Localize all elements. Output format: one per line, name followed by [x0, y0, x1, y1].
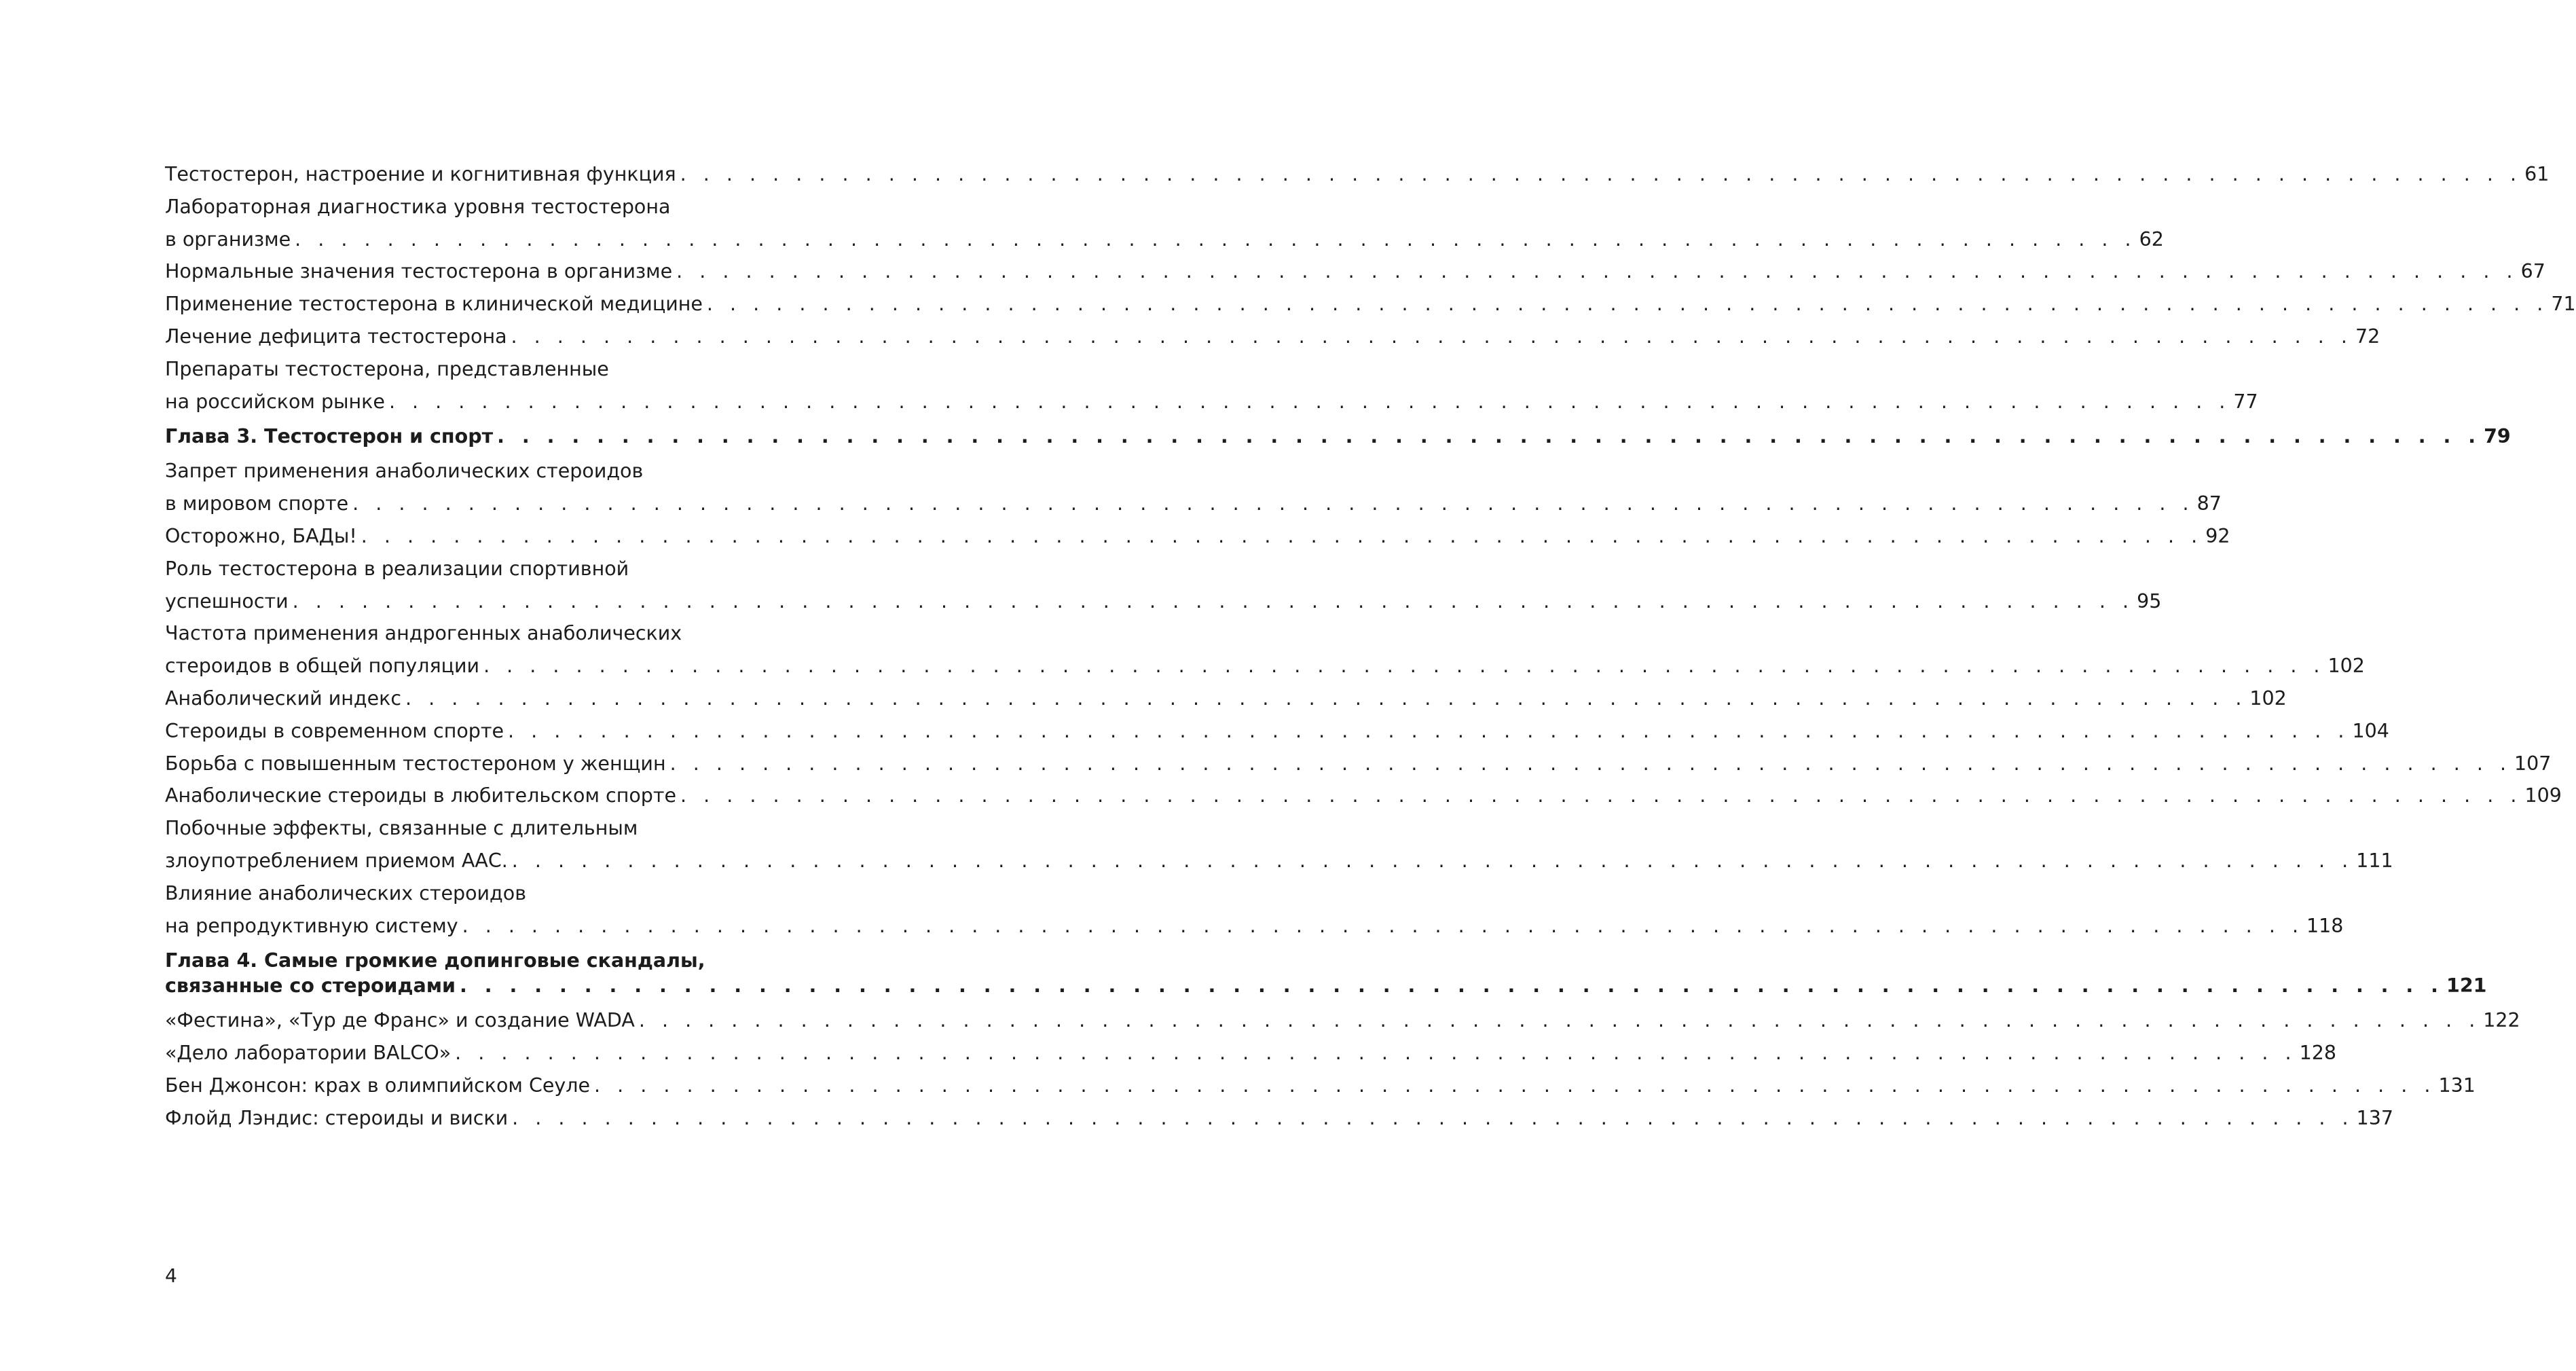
toc-line [165, 845, 2393, 877]
toc-title: «Дело лаборатории BALCO» [165, 1042, 452, 1065]
toc-page-number: 109 [2524, 784, 2562, 807]
toc-entry [165, 1004, 2520, 1037]
dot-leader: . . . . . . . . . . . . . . . . . . . . . . . . . . . . . . . . . . . . . . . . . . . . . . . . . . . . . . . . . . . . . . . . . . . . . . . . . . . . . . . . [511, 325, 2353, 348]
toc-entry [165, 255, 2545, 288]
toc-line [165, 877, 756, 910]
toc-entry [165, 748, 2552, 780]
dot-leader: . . . . . . . . . . . . . . . . . . . . . . . . . . . . . . . . . . . . . . . . . . . . . . . . . . . . . . . . . . . . . . . . . . . . . . . . . . . . . . . . [638, 1009, 2481, 1032]
toc-title: на российском рынке [165, 390, 385, 413]
toc-entry [165, 520, 2230, 553]
toc-title: Частота применения андрогенных анаболических [165, 622, 682, 645]
toc-title: на репродуктивную систему [165, 914, 458, 937]
toc-title: Лабораторная диагностика уровня тестостерона [165, 195, 671, 218]
toc-line [165, 1102, 2394, 1135]
dot-leader: . . . . . . . . . . . . . . . . . . . . . . . . . . . . . . . . . . . . . . . . . . . . . . . . . . . . . . . . . . . . . . . . . . . . . . . . . . . . . . . . [511, 849, 2354, 872]
toc-line [165, 973, 2487, 998]
toc-page-number: 102 [2249, 687, 2287, 710]
toc-page-number: 61 [2524, 163, 2550, 185]
toc-line [165, 520, 2230, 553]
toc-entry [165, 780, 2562, 812]
dot-leader: . . . . . . . . . . . . . . . . . . . . . . . . . . . . . . . . . . . . . . . . . . . . . . . . . . . . . . . . . . . . . . . . . . . . . . . . . . . . . . . . [455, 1042, 2297, 1065]
toc-entry [165, 1070, 2476, 1102]
table-of-contents [165, 158, 2576, 1135]
toc-page-number: 128 [2299, 1042, 2336, 1065]
toc-line [165, 617, 756, 650]
toc-page-number: 122 [2483, 1009, 2520, 1032]
toc-entry [165, 715, 2389, 748]
dot-leader: . . . . . . . . . . . . . . . . . . . . . . . . . . . . . . . . . . . . . . . . . . . . . . . . . . . . . . . . . . . . . . . . . . . . . . . . . . . . . . . . [594, 1074, 2436, 1097]
dot-leader: . . . . . . . . . . . . . . . . . . . . . . . . . . . . . . . . . . . . . . . . . . . . . . . . . . . . . . . . . . . . . . . . . . . . . . . . . . . . . . . . [405, 687, 2247, 710]
toc-page-number: 121 [2446, 974, 2487, 998]
page-number: 4 [165, 1264, 177, 1287]
toc-page-number: 77 [2233, 390, 2258, 413]
toc-line [165, 321, 2380, 353]
toc-title: Побочные эффекты, связанные с длительным [165, 817, 638, 840]
toc-line [165, 1004, 2520, 1037]
toc-page-number: 95 [2137, 589, 2162, 613]
toc-title: Флойд Лэндис: стероиды и виски [165, 1106, 509, 1129]
toc-entry [165, 321, 2380, 353]
dot-leader: . . . . . . . . . . . . . . . . . . . . . . . . . . . . . . . . . . . . . . . . . . . . . . . . . . . . . . . . . . . . . . . . . . . . . . . . . . . . . . . . [388, 390, 2231, 413]
toc-line [165, 158, 2550, 191]
toc-line [165, 650, 2365, 682]
toc-entry [165, 553, 2162, 618]
toc-entry [165, 158, 2550, 191]
toc-title: Борьба с повышенным тестостероном у женщин [165, 752, 666, 775]
toc-entry [165, 353, 2258, 418]
toc-title: Препараты тестостерона, представленные [165, 357, 609, 380]
toc-title: Тестостерон, настроение и когнитивная функция [165, 163, 676, 185]
toc-page-number: 67 [2520, 260, 2545, 283]
toc-page-number: 111 [2356, 849, 2393, 872]
toc-title: Применение тестостерона в клинической медицине [165, 293, 703, 316]
toc-title: Лечение дефицита тестостерона [165, 325, 507, 348]
toc-title: Нормальные значения тестостерона в организме [165, 260, 673, 283]
dot-leader: . . . . . . . . . . . . . . . . . . . . . . . . . . . . . . . . . . . . . . . . . . . . . . . . . . . . . . . . . . . . . . . . . . . . . . . . . . . . . . . . [462, 914, 2304, 937]
toc-title: в мировом спорте [165, 492, 349, 515]
toc-page-number: 131 [2438, 1074, 2476, 1097]
toc-entry [165, 877, 2344, 943]
toc-line [165, 715, 2389, 748]
toc-title: в организме [165, 227, 291, 251]
toc-line [165, 424, 2511, 449]
toc-entry [165, 1102, 2394, 1135]
toc-entry [165, 455, 2222, 520]
toc-line [165, 288, 2576, 321]
toc-page-number: 72 [2355, 325, 2380, 348]
toc-title: «Фестина», «Тур де Франс» и создание WADA [165, 1009, 635, 1032]
toc-title: злоупотреблением приемом ААС. [165, 849, 508, 872]
toc-line [165, 488, 2222, 520]
toc-entry [165, 617, 2365, 682]
toc-line [165, 780, 2562, 812]
toc-chapter [165, 424, 2511, 449]
toc-line [165, 682, 2287, 715]
toc-line [165, 812, 756, 845]
toc-page-number: 102 [2327, 655, 2365, 678]
dot-leader: . . . . . . . . . . . . . . . . . . . . . . . . . . . . . . . . . . . . . . . . . . . . . . . . . . . . . . . . . . . . . . . . . . . . . . . . . . . . . . . . [676, 260, 2518, 283]
toc-title: Осторожно, БАДы! [165, 524, 357, 547]
toc-chapter [165, 948, 2487, 998]
toc-page-number: 137 [2356, 1106, 2394, 1129]
toc-page-number: 107 [2514, 752, 2552, 775]
toc-title: Роль тестостерона в реализации спортивной [165, 557, 629, 580]
toc-entry [165, 191, 2164, 256]
toc-line [165, 910, 2344, 943]
toc-page-number: 79 [2484, 425, 2511, 448]
toc-line [165, 1070, 2476, 1102]
toc-page-number: 71 [2551, 293, 2576, 316]
toc-title: Бен Джонсон: крах в олимпийском Сеуле [165, 1074, 591, 1097]
toc-page-number: 92 [2205, 524, 2230, 547]
toc-title: Влияние анаболических стероидов [165, 881, 526, 904]
toc-title: успешности [165, 589, 289, 613]
toc-page-number: 104 [2352, 719, 2389, 742]
dot-leader: . . . . . . . . . . . . . . . . . . . . . . . . . . . . . . . . . . . . . . . . . . . . . . . . . . . . . . . . . . . . . . . . . . . . . . . . . . . . . . . . [512, 1106, 2354, 1129]
toc-title: Запрет применения анаболических стероидов [165, 460, 644, 483]
dot-leader: . . . . . . . . . . . . . . . . . . . . . . . . . . . . . . . . . . . . . . . . . . . . . . . . . . . . . . . . . . . . . . . . . . . . . . . . . . . . . . . . [352, 492, 2194, 515]
toc-line [165, 255, 2545, 288]
dot-leader: . . . . . . . . . . . . . . . . . . . . . . . . . . . . . . . . . . . . . . . . . . . . . . . . . . . . . . . . . . . . . . . . . . . . . . . . . . . . . . . . [680, 163, 2522, 185]
toc-page-number: 87 [2196, 492, 2222, 515]
dot-leader: . . . . . . . . . . . . . . . . . . . . . . . . . . . . . . . . . . . . . . . . . . . . . . . . . . . . . . . . . . . . . . . . . . . . . . . . . . . . . . . . [497, 425, 2482, 448]
toc-line [165, 748, 2552, 780]
toc-line [165, 353, 756, 386]
toc-line [165, 585, 2162, 618]
toc-page-number: 118 [2306, 914, 2344, 937]
dot-leader: . . . . . . . . . . . . . . . . . . . . . . . . . . . . . . . . . . . . . . . . . . . . . . . . . . . . . . . . . . . . . . . . . . . . . . . . . . . . . . . . [292, 589, 2135, 613]
toc-title: стероидов в общей популяции [165, 655, 480, 678]
dot-leader: . . . . . . . . . . . . . . . . . . . . . . . . . . . . . . . . . . . . . . . . . . . . . . . . . . . . . . . . . . . . . . . . . . . . . . . . . . . . . . . . [295, 227, 2137, 251]
dot-leader: . . . . . . . . . . . . . . . . . . . . . . . . . . . . . . . . . . . . . . . . . . . . . . . . . . . . . . . . . . . . . . . . . . . . . . . . . . . . . . . . [483, 655, 2325, 678]
toc-page-number: 62 [2139, 227, 2164, 251]
toc-entry [165, 288, 2576, 321]
dot-leader: . . . . . . . . . . . . . . . . . . . . . . . . . . . . . . . . . . . . . . . . . . . . . . . . . . . . . . . . . . . . . . . . . . . . . . . . . . . . . . . . [361, 524, 2203, 547]
toc-title: Глава 3. Тестостерон и спорт [165, 425, 494, 448]
toc-line [165, 948, 756, 973]
toc-entry [165, 1037, 2336, 1070]
toc-line [165, 553, 756, 585]
dot-leader: . . . . . . . . . . . . . . . . . . . . . . . . . . . . . . . . . . . . . . . . . . . . . . . . . . . . . . . . . . . . . . . . . . . . . . . . . . . . . . . . [706, 293, 2549, 316]
toc-line [165, 223, 2164, 256]
toc-entry [165, 682, 2287, 715]
toc-line [165, 455, 756, 488]
dot-leader: . . . . . . . . . . . . . . . . . . . . . . . . . . . . . . . . . . . . . . . . . . . . . . . . . . . . . . . . . . . . . . . . . . . . . . . . . . . . . . . . [680, 784, 2522, 807]
toc-line [165, 191, 756, 223]
toc-title: Глава 4. Самые громкие допинговые скандалы, [165, 949, 705, 972]
toc-title: Анаболический индекс [165, 687, 401, 710]
toc-entry [165, 812, 2393, 877]
dot-leader: . . . . . . . . . . . . . . . . . . . . . . . . . . . . . . . . . . . . . . . . . . . . . . . . . . . . . . . . . . . . . . . . . . . . . . . . . . . . . . . . [669, 752, 2512, 775]
dot-leader: . . . . . . . . . . . . . . . . . . . . . . . . . . . . . . . . . . . . . . . . . . . . . . . . . . . . . . . . . . . . . . . . . . . . . . . . . . . . . . . . [508, 719, 2350, 742]
toc-line [165, 386, 2258, 418]
toc-title: Стероиды в современном спорте [165, 719, 504, 742]
toc-title: связанные со стероидами [165, 974, 456, 998]
toc-line [165, 1037, 2336, 1070]
dot-leader: . . . . . . . . . . . . . . . . . . . . . . . . . . . . . . . . . . . . . . . . . . . . . . . . . . . . . . . . . . . . . . . . . . . . . . . . . . . . . . . . [460, 974, 2444, 998]
toc-title: Анаболические стероиды в любительском спорте [165, 784, 676, 807]
